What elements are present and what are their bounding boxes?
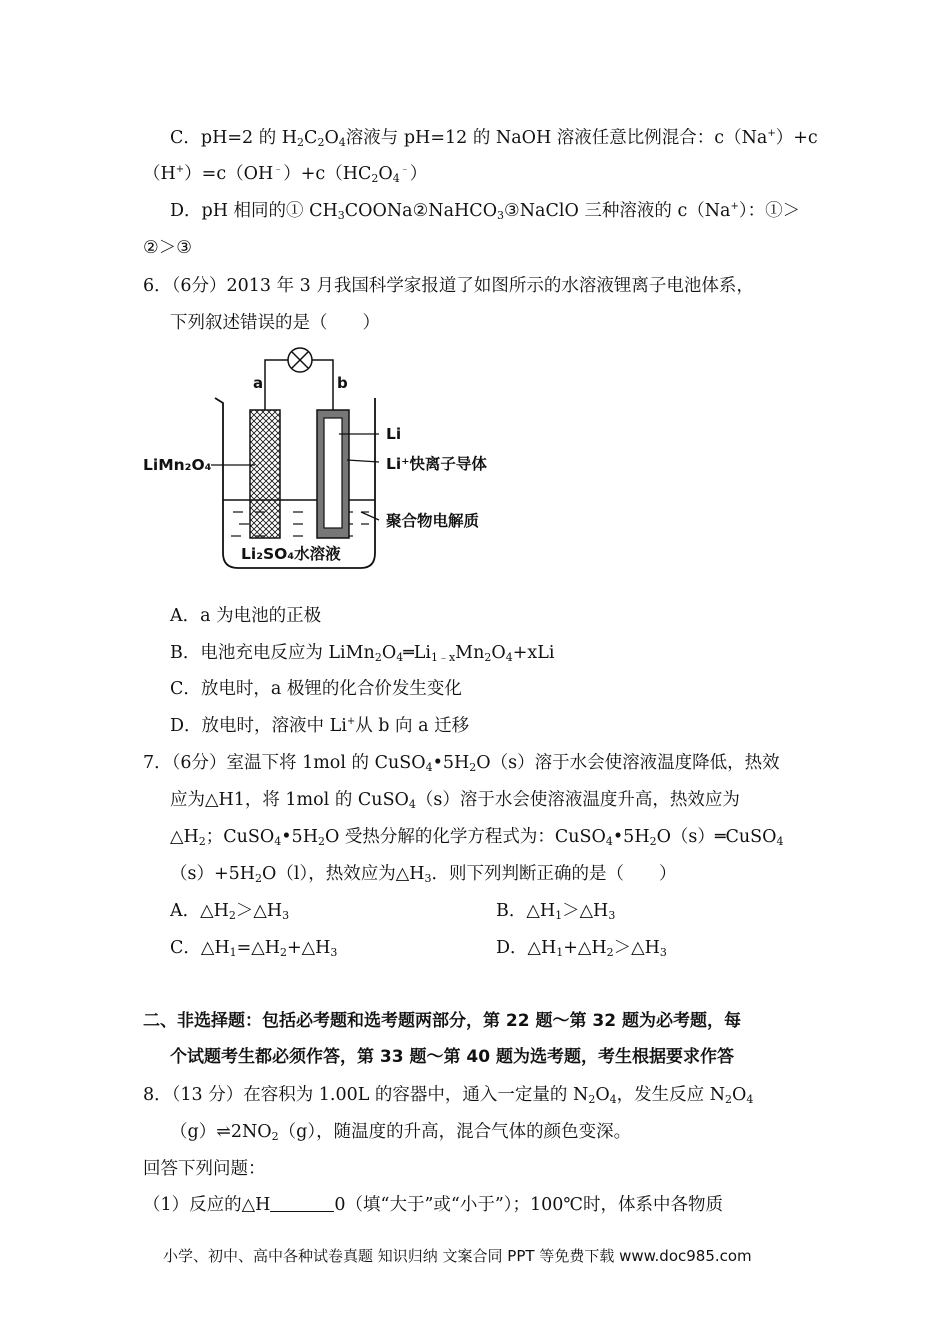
label-a: a xyxy=(253,374,264,392)
answer-blank[interactable] xyxy=(270,1193,334,1212)
q7-option-b: B．$\triangle H_1>\triangle H_3$ xyxy=(496,901,616,922)
q7-stem: 7．（6分）室温下将 1mol 的 $CuSO_4•5H_2O(s)$溶于水会使溶液温度降低，热效 xyxy=(143,753,780,774)
q8-stem: 8．（13 分）在容积为 1.00L 的容器中，通入一定量的 $N_2O_4$，发生反应 $N_2O_4$ xyxy=(143,1085,754,1106)
wire-b xyxy=(312,360,333,410)
q7-stem-l4: $(s)+5H_2O(l)$，热效应为$\triangle H_3$．则下列判断正确的是（ ） xyxy=(170,864,677,885)
lamp-icon xyxy=(288,348,312,372)
label-b: b xyxy=(337,374,348,392)
q7-option-d: D．$\triangle H_1+\triangle H_2>\triangle H_3$ xyxy=(496,938,667,959)
q5-option-d: D．pH 相同的① $CH_3COONa②NaHCO_3③NaClO$ 三种溶液的 c（Na+）：①＞ xyxy=(170,201,801,222)
section2-heading-cont: 个试题考生都必须作答，第 33 题～第 40 题为选考题，考生根据要求作答 xyxy=(170,1047,734,1067)
q7-option-c: C．$\triangle H_1=\triangle H_2+\triangle H_3$ xyxy=(170,938,338,959)
q5-option-d-cont: ②＞③ xyxy=(143,238,192,258)
q8-stem-l2: $(g)\rightleftharpoons 2NO_2(g)$，随温度的升高，混合气体的颜色变深。 xyxy=(170,1122,632,1143)
q6-option-c: C．放电时，a 极锂的化合价发生变化 xyxy=(170,679,462,699)
section2-heading: 二、非选择题：包括必考题和选考题两部分，第 22 题～第 32 题为必考题，每 xyxy=(143,1011,741,1031)
q7-option-a: A．$\triangle H_2>\triangle H_3$ xyxy=(170,901,290,922)
q6-option-d: D．放电时，溶液中 Li+从 b 向 a 迁移 xyxy=(170,716,470,736)
q8-part1: （1）反应的△H 0（填“大于”或“小于”）；100℃时，体系中各物质 xyxy=(143,1195,724,1215)
electrode-a xyxy=(250,410,280,538)
q6-option-b: B．电池充电反应为 $LiMn_2O_4═Li_{1﹣x}Mn_2O_4+xLi$ xyxy=(170,643,555,664)
battery-diagram xyxy=(143,340,515,572)
wire-a xyxy=(265,360,288,410)
label-solution: Li₂SO₄水溶液 xyxy=(241,545,341,563)
label-li: Li xyxy=(386,425,402,443)
label-polymer: 聚合物电解质 xyxy=(386,512,480,530)
q6-stem: 6．（6分）2013 年 3 月我国科学家报道了如图所示的水溶液锂离子电池体系， xyxy=(143,276,754,296)
label-limn2o4: LiMn₂O₄ xyxy=(143,456,212,474)
q5-option-c-cont: $(H^+)=c(OH^﹣)+c(HC_2O_4^﹣)$ xyxy=(143,164,428,185)
q7-stem-l2: 应为△H1，将 1mol 的 CuSO$_4$（s）溶于水会使溶液温度升高，热效应为 xyxy=(170,790,740,811)
q6-stem-cont: 下列叙述错误的是（ ） xyxy=(170,313,380,333)
q8-prompt: 回答下列问题： xyxy=(143,1159,266,1179)
label-conductor: Li⁺快离子导体 xyxy=(386,455,487,473)
page-footer: 小学、初中、高中各种试卷真题 知识归纳 文案合同 PPT 等免费下载 www.doc985.com xyxy=(163,1247,752,1265)
q5-option-c: C．pH=2 的 $H_2C_2O_4$溶液与 pH=12 的 NaOH 溶液任意比例混合：c（Na+）+c xyxy=(170,128,818,149)
q6-option-a: A．a 为电池的正极 xyxy=(170,606,322,626)
q7-stem-l3: $\triangle H_2$；$CuSO_4•5H_2O$ 受热分解的化学方程式为：$CuSO_4•5H_2O(s)═CuSO_4$ xyxy=(170,827,784,848)
